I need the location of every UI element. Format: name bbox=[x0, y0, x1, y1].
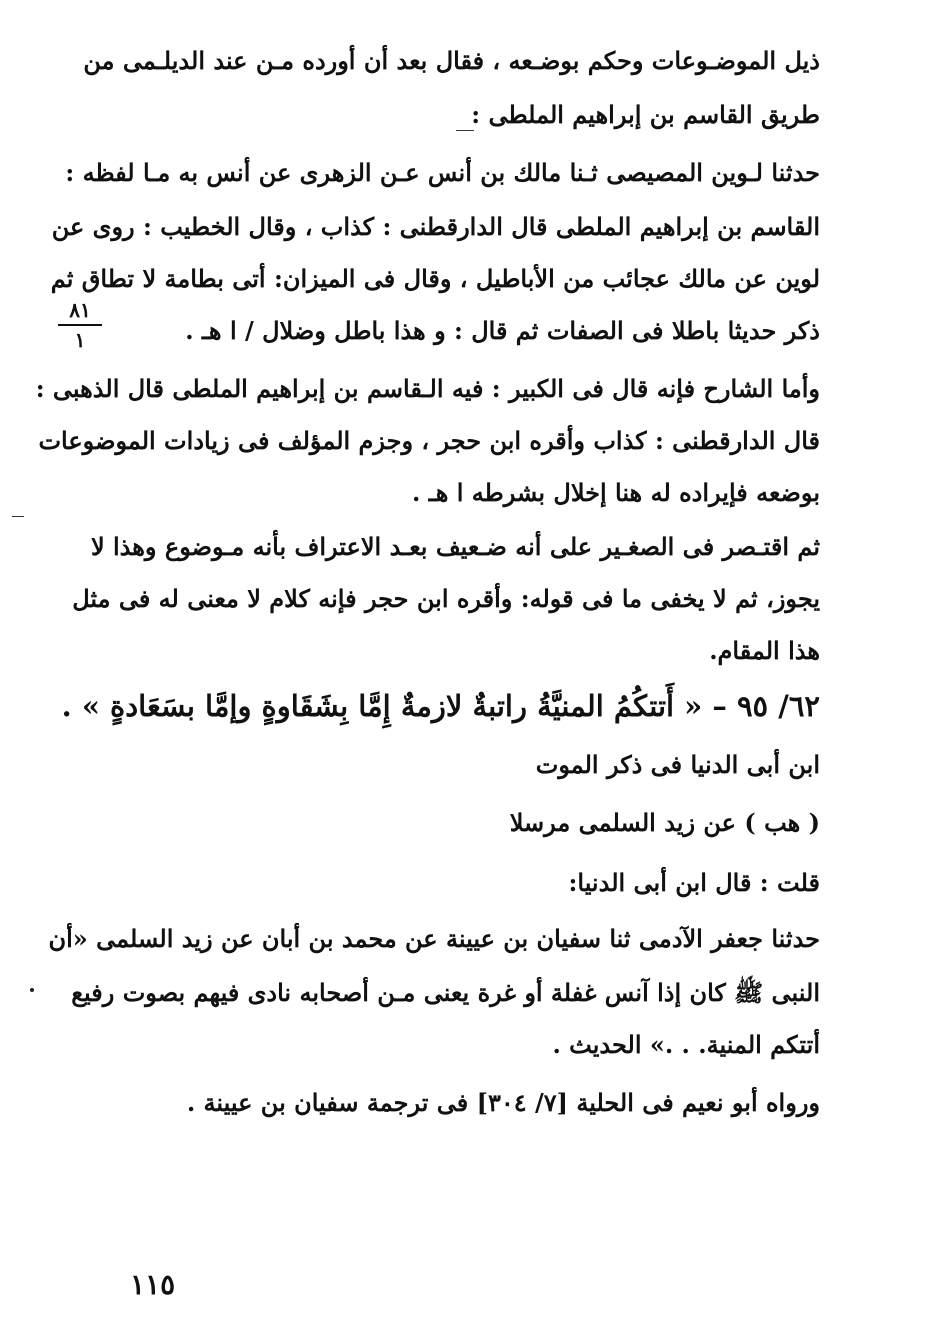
margin-folio-note bbox=[58, 298, 102, 352]
hadith-heading: ٦٢/ ٩٥ – « أَتتكُمُ المنيَّةُ راتبةٌ لازمةٌ إِمَّا بِشَقَاوةٍ وإمَّا بسَعَادةٍ » . bbox=[61, 689, 820, 723]
source-line-2: ( هب ) عن زيد السلمى مرسلا bbox=[509, 808, 820, 837]
text-line-16: ورواه أبو نعيم فى الحلية [٧/ ٣٠٤] فى ترجمة سفيان بن عيينة . bbox=[186, 1088, 820, 1117]
text-line-7: وأما الشارح فإنه قال فى الكبير : فيه الـقاسم بن إبراهيم الملطى قال الذهبى : bbox=[35, 374, 820, 403]
page-number: ١١٥ bbox=[130, 1268, 176, 1301]
text-line-1: ذيل الموضـوعات وحكم بوضـعه ، فقال بعد أن أورده مـن عند الديلـمى من bbox=[83, 46, 820, 75]
text-line-4: القاسم بن إبراهيم الملطى قال الدارقطنى : كذاب ، وقال الخطيب : روى عن bbox=[51, 212, 820, 241]
stray-dot bbox=[30, 988, 34, 992]
margin-fraction-bar bbox=[58, 324, 102, 326]
text-line-5: لوين عن مالك عجائب من الأباطيل ، وقال فى الميزان: أتى بطامة لا تطاق ثم bbox=[50, 264, 820, 293]
stray-mark bbox=[456, 130, 474, 131]
text-line-15: أتتكم المنية. . .» الحديث . bbox=[552, 1030, 820, 1059]
margin-denominator: ١ bbox=[74, 328, 86, 352]
text-line-8: قال الدارقطنى : كذاب وأقره ابن حجر ، وجزم المؤلف فى زيادات الموضوعات bbox=[38, 426, 820, 455]
source-line-1: ابن أبى الدنيا فى ذكر الموت bbox=[535, 750, 820, 779]
text-line-2: طريق القاسم بن إبراهيم الملطى : bbox=[471, 100, 820, 129]
text-line-10: ثم اقتـصر فى الصغـير على أنه ضـعيف بعـد الاعتراف بأنه مـوضوع وهذا لا bbox=[90, 532, 820, 561]
qultu-line: قلت : قال ابن أبى الدنيا: bbox=[568, 868, 820, 897]
text-line-9: بوضعه فإيراده له هنا إخلال بشرطه ا هـ . bbox=[411, 478, 820, 507]
text-line-11: يجوز، ثم لا يخفى ما فى قوله: وأقره ابن حجر فإنه كلام لا معنى له فى مثل bbox=[72, 584, 820, 613]
text-line-13: حدثنا جعفر الآدمى ثنا سفيان بن عيينة عن محمد بن أبان عن زيد السلمى «أن bbox=[48, 924, 820, 953]
text-line-14: النبى ﷺ كان إذا آنس غفلة أو غرة يعنى مـن أصحابه نادى فيهم بصوت رفيع bbox=[71, 978, 820, 1007]
stray-mark bbox=[12, 516, 24, 517]
margin-numerator: ٨١ bbox=[69, 298, 91, 322]
text-line-3: حدثنا لـوين المصيصى ثـنا مالك بن أنس عـن الزهرى عن أنس به مـا لفظه : bbox=[65, 158, 820, 187]
text-line-12: هذا المقام. bbox=[709, 636, 820, 665]
text-line-6: ذكر حديثا باطلا فى الصفات ثم قال : و هذا باطل وضلال / ا هـ . bbox=[185, 316, 820, 345]
